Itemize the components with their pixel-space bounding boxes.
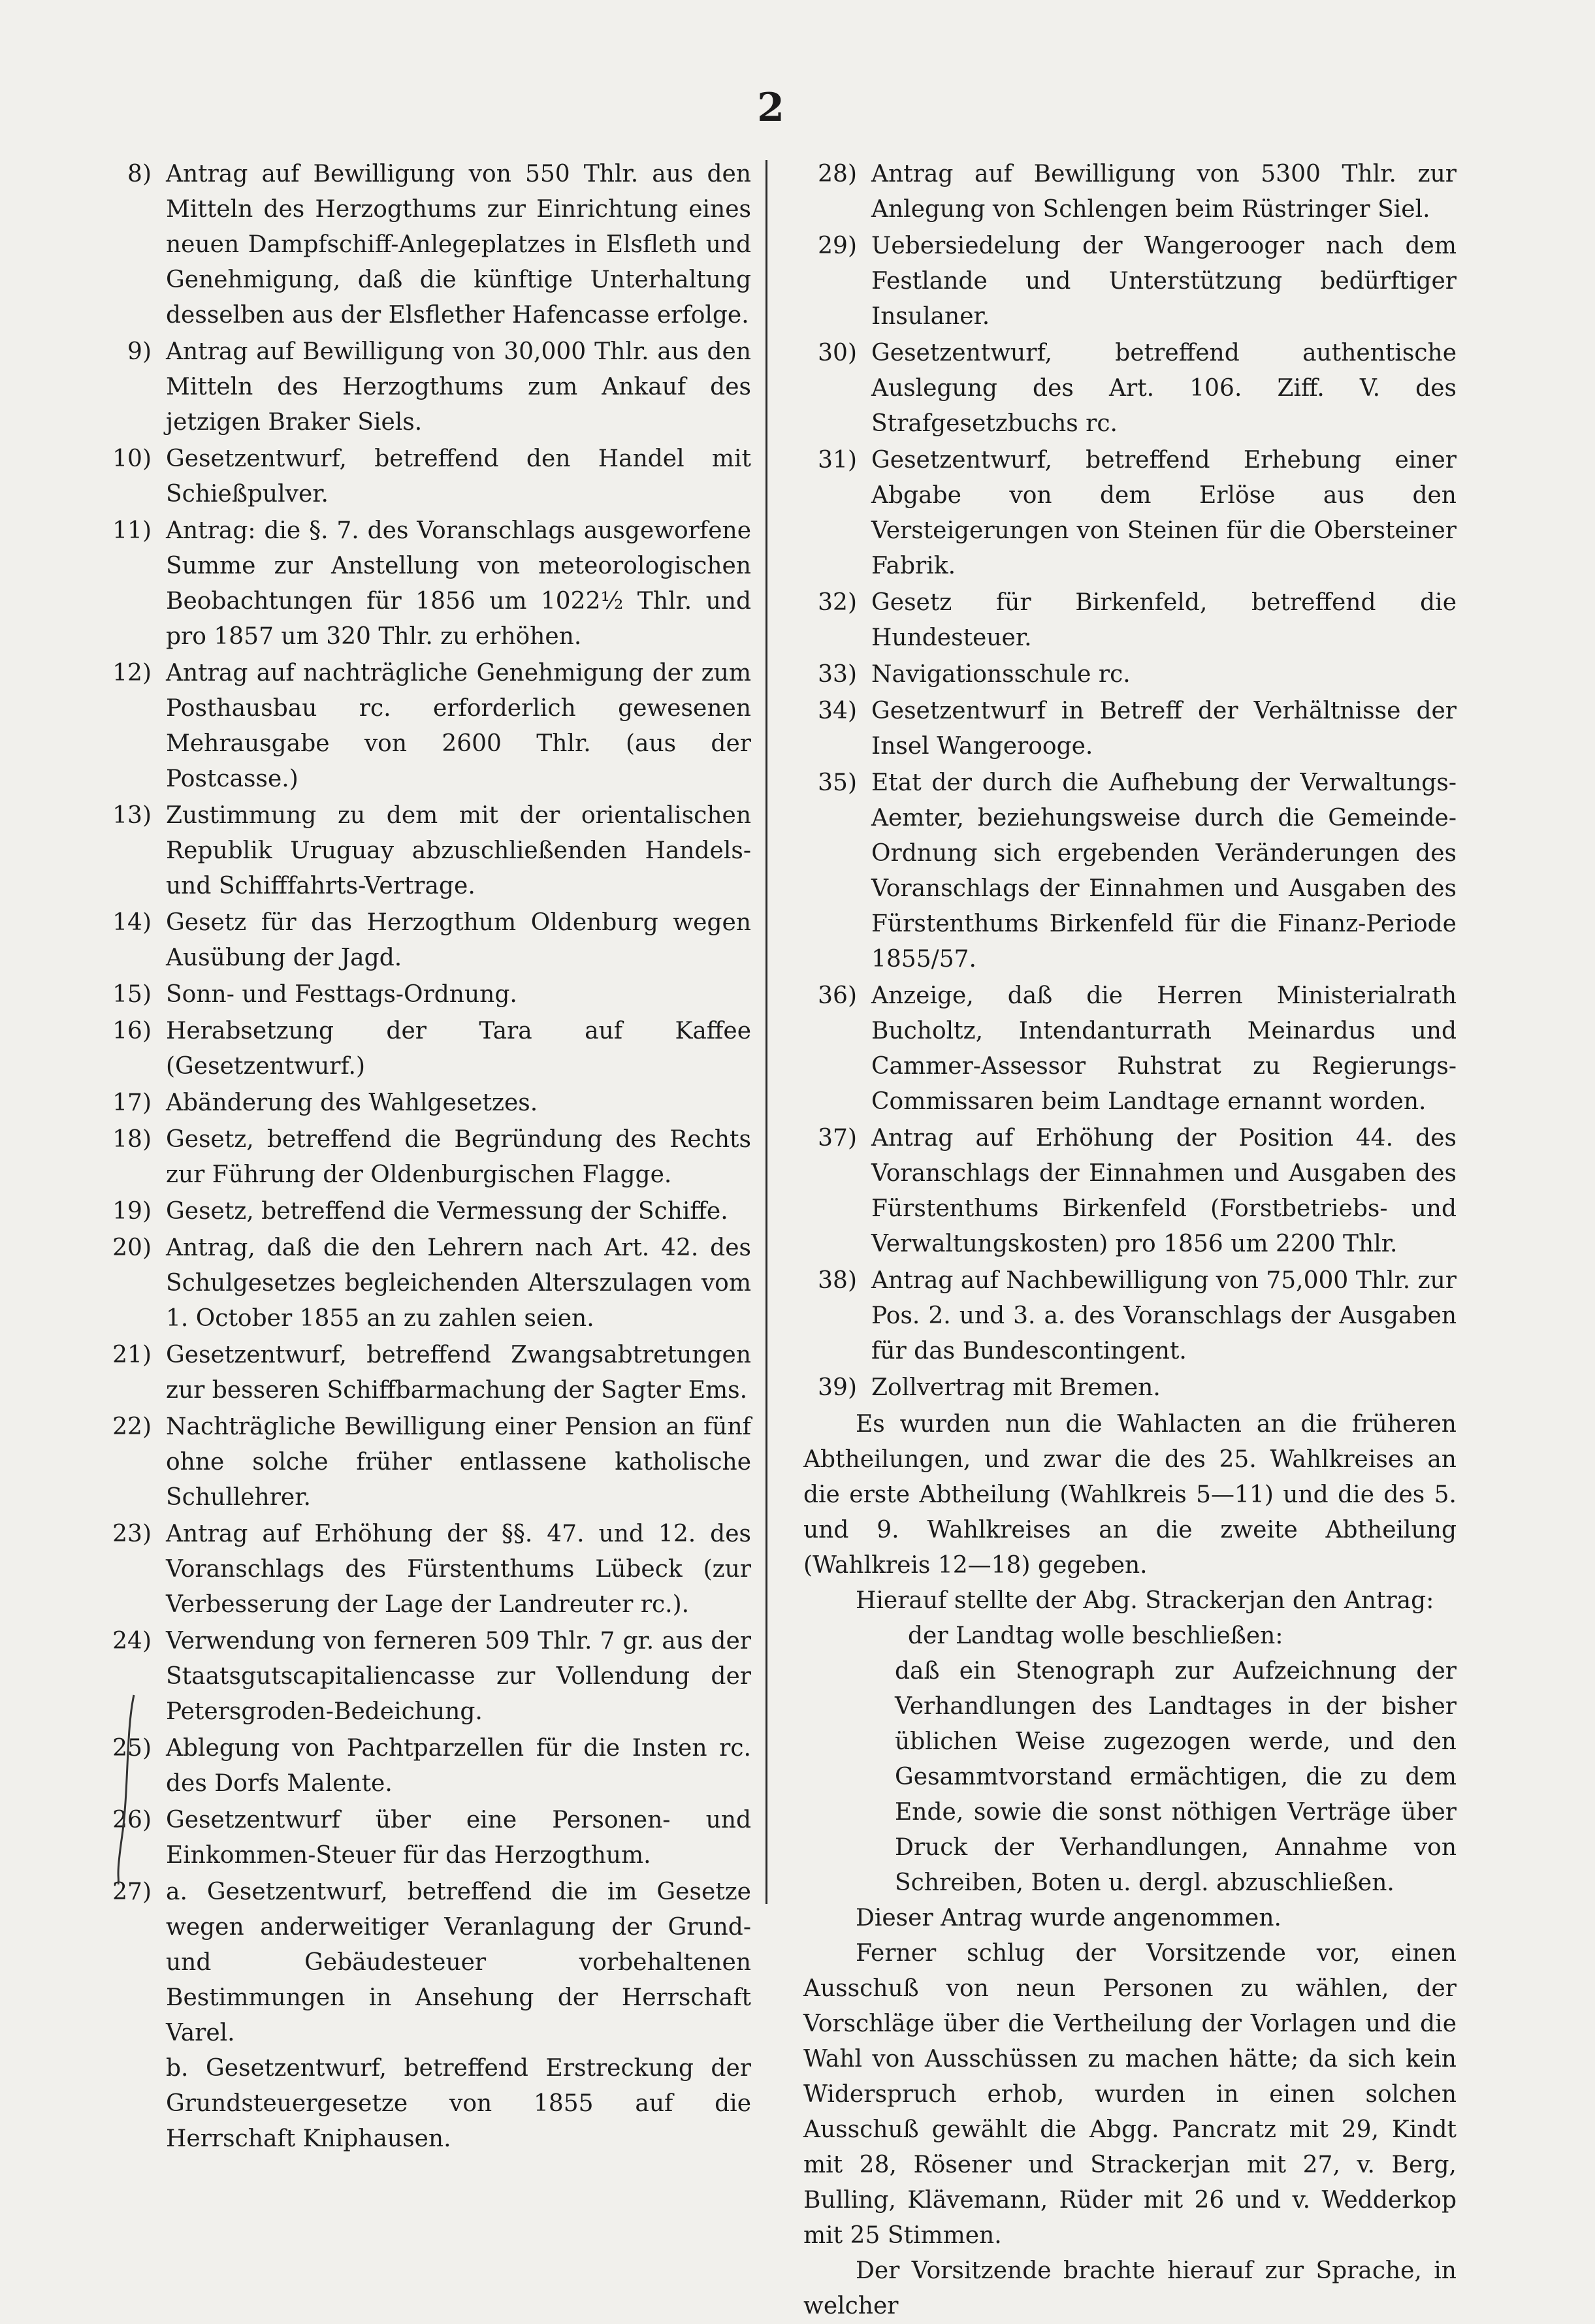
paragraph-antrag-intro: Hierauf stellte der Abg. Strackerjan den Antrag: [856, 1587, 1434, 1614]
paragraph-angenommen: Dieser Antrag wurde angenommen. [856, 1905, 1281, 1931]
list-item: 14) Gesetz für das Herzogthum Oldenburg wegen Ausübung der Jagd. [112, 909, 751, 971]
list-item: 8) Antrag auf Bewilligung von 550 Thlr. aus den Mitteln des Herzogthums zur Einrichtung eines neuen Dampfschiff-Anlegeplatzes in Elsfleth und Genehmigung, daß die künftige Unterhaltung desselben aus der Elsflether Hafencasse erfolge. [127, 161, 751, 329]
paragraph-final: Der Vorsitzende brachte hierauf zur Sprache, in welcher [803, 2257, 1457, 2319]
list-item: 16) Herabsetzung der Tara auf Kaffee (Gesetzentwurf.) [112, 1018, 751, 1080]
list-item: 32) Gesetz für Birkenfeld, betreffend die Hundesteuer. [818, 589, 1457, 651]
list-item: 11) Antrag: die §. 7. des Voranschlags ausgeworfene Summe zur Anstellung von meteorologischen Beobachtungen für 1856 um 1022½ Thlr. und pro 1857 um 320 Thlr. zu erhöhen. [112, 517, 751, 650]
paragraph-ausschuss: Ferner schlug der Vorsitzende vor, einen Ausschuß von neun Personen zu wählen, der Vorschläge über die Vertheilung der Vorlagen und die Wahl von Ausschüssen zu machen hätte; da sich kein Widerspruch erhob, wurden in einen solchen Ausschuß gewählt die Abgg. Pancratz mit 29, Kindt mit 28, Rösener und Strackerjan mit 27, v. Berg, Bulling, Klävemann, Rüder mit 26 und v. Wedderkop mit 25 Stimmen. [803, 1940, 1457, 2249]
list-item: 29) Uebersiedelung der Wangerooger nach dem Festlande und Unterstützung bedürftiger Insulaner. [818, 233, 1457, 330]
list-item: 39) Zollvertrag mit Bremen. [818, 1374, 1161, 1401]
right-column [803, 157, 1457, 2324]
list-item: 23) Antrag auf Erhöhung der §§. 47. und 12. des Voranschlags des Fürstenthums Lübeck (zur Verbesserung der Lage der Landreuter rc.). [112, 1521, 751, 1618]
pencil-mark [114, 1692, 140, 1888]
list-item: 33) Navigationsschule rc. [818, 661, 1131, 688]
list-item: 22) Nachträgliche Bewilligung einer Pension an fünf ohne solche früher entlassene katholische Schullehrer. [112, 1413, 751, 1511]
list-item: 20) Antrag, daß die den Lehrern nach Art. 42. des Schulgesetzes begleichenden Alterszulagen vom 1. October 1855 an zu zahlen seien. [112, 1235, 751, 1332]
page-number: 2 [757, 85, 784, 131]
list-item: 25) Ablegung von Pachtparzellen für die Insten rc. des Dorfs Malente. [112, 1735, 751, 1797]
quote-body: daß ein Stenograph zur Aufzeichnung der Verhandlungen des Landtages in der bisher üblichen Weise zugezogen werde, und den Gesammtvorstand ermächtigen, die zu dem Ende, sowie die sonst nöthigen Verträge über Druck der Verhandlungen, Annahme von Schreiben, Boten u. dergl. abzuschließen. [895, 1658, 1457, 1896]
item-27-b: b. Gesetzentwurf, betreffend Erstreckung der Grundsteuergesetze von 1855 auf die Herrschaft Kniphausen. [166, 2055, 751, 2152]
list-item: 10) Gesetzentwurf, betreffend den Handel mit Schießpulver. [112, 445, 751, 508]
list-item: 17) Abänderung des Wahlgesetzes. [112, 1089, 538, 1116]
list-item: 31) Gesetzentwurf, betreffend Erhebung einer Abgabe von dem Erlöse aus den Versteigerungen von Steinen für die Obersteiner Fabrik. [818, 447, 1457, 579]
list-item: 28) Antrag auf Bewilligung von 5300 Thlr. zur Anlegung von Schlengen beim Rüstringer Siel. [818, 161, 1457, 223]
paragraph-wahlacten: Es wurden nun die Wahlacten an die früheren Abtheilungen, und zwar die des 25. Wahlkreises an die erste Abtheilung (Wahlkreis 5—11) und die des 5. und 9. Wahlkreises an die zweite Abtheilung (Wahlkreis 12—18) gegeben. [803, 1411, 1457, 1579]
list-item: 15) Sonn- und Festtags-Ordnung. [112, 981, 517, 1008]
list-item: 26) Gesetzentwurf über eine Personen- und Einkommen-Steuer für das Herzogthum. [112, 1807, 751, 1869]
list-item-27: 27) a. Gesetzentwurf, betreffend die im Gesetze wegen anderweitiger Veranlagung der Grund- und Gebäudesteuer vorbehaltenen Bestimmungen in Ansehung der Herrschaft Varel. b. Gesetzentwurf, betreffend Erstreckung der Grundsteuergesetze von 1855 auf die Herrschaft Kniphausen. [98, 1875, 751, 2157]
list-item: 9) Antrag auf Bewilligung von 30,000 Thlr. aus den Mitteln des Herzogthums zum Ankauf des jetzigen Braker Siels. [127, 338, 751, 436]
list-item: 13) Zustimmung zu dem mit der orientalischen Republik Uruguay abzuschließenden Handels- und Schifffahrts-Vertrage. [112, 802, 751, 899]
list-item: 35) Etat der durch die Aufhebung der Verwaltungs-Aemter, beziehungsweise durch die Gemeinde-Ordnung sich ergebenden Veränderungen des Voranschlags der Einnahmen und Ausgaben des Fürstenthums Birkenfeld für die Finanz-Periode 1855/57. [818, 769, 1457, 973]
left-column [98, 157, 751, 2158]
list-item: 30) Gesetzentwurf, betreffend authentische Auslegung des Art. 106. Ziff. V. des Strafgesetzbuchs rc. [818, 340, 1457, 437]
list-item: 36) Anzeige, daß die Herren Ministerialrath Bucholtz, Intendanturrath Meinardus und Cammer-Assessor Ruhstrat zu Regierungs-Commissaren beim Landtage ernannt worden. [818, 982, 1457, 1115]
list-item: 24) Verwendung von ferneren 509 Thlr. 7 gr. aus der Staatsgutscapitaliencasse zur Vollendung der Petersgroden-Bedeichung. [112, 1628, 751, 1725]
column-divider [765, 160, 767, 1904]
list-item: 38) Antrag auf Nachbewilligung von 75,000 Thlr. zur Pos. 2. und 3. a. des Voranschlags der Ausgaben für das Bundescontingent. [818, 1267, 1457, 1364]
list-item: 34) Gesetzentwurf in Betreff der Verhältnisse der Insel Wangerooge. [818, 698, 1457, 760]
quote-intro: der Landtag wolle beschließen: [908, 1622, 1283, 1649]
list-item: 37) Antrag auf Erhöhung der Position 44. des Voranschlags der Einnahmen und Ausgaben des Fürstenthums Birkenfeld (Forstbetriebs- und Verwaltungskosten) pro 1856 um 2200 Thlr. [818, 1125, 1457, 1257]
list-item: 12) Antrag auf nachträgliche Genehmigung der zum Posthausbau rc. erforderlich gewesenen Mehrausgabe von 2600 Thlr. (aus der Postcasse.) [112, 660, 751, 792]
list-item: 21) Gesetzentwurf, betreffend Zwangsabtretungen zur besseren Schiffbarmachung der Sagter Ems. [112, 1342, 751, 1404]
list-item: 19) Gesetz, betreffend die Vermessung der Schiffe. [112, 1198, 728, 1225]
list-item: 18) Gesetz, betreffend die Begründung des Rechts zur Führung der Oldenburgischen Flagge. [112, 1126, 751, 1188]
item-27-a: a. Gesetzentwurf, betreffend die im Gesetze wegen anderweitiger Veranlagung der Grund- und Gebäudesteuer vorbehaltenen Bestimmungen in Ansehung der Herrschaft Varel. [166, 1879, 751, 2046]
